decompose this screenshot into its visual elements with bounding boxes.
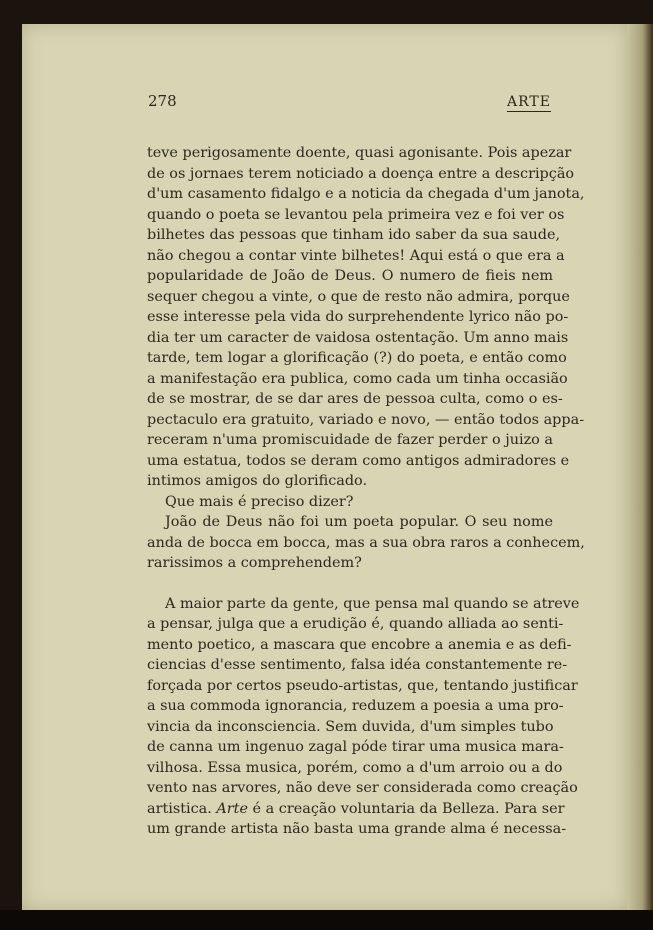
text-line: de canna um ingenuo zagal póde tirar uma musica mara- xyxy=(147,739,564,755)
paragraph xyxy=(147,492,553,513)
text-line: Que mais é preciso dizer? xyxy=(165,493,354,510)
text-line: a pensar, julga que a erudição é, quando alliada ao senti- xyxy=(147,616,564,632)
text-line: vento nas arvores, não deve ser considerada como creação xyxy=(147,780,578,796)
scan-border xyxy=(0,910,653,930)
page-edge xyxy=(627,24,653,910)
text-line: pectaculo era gratuito, variado e novo, — então todos appa- xyxy=(147,411,585,428)
text-line: receram n'uma promiscuidade de fazer perder o juizo a xyxy=(147,432,553,448)
text-line: uma estatua, todos se deram como antigos admiradores e xyxy=(147,452,570,469)
text-line: de os jornaes terem noticiado a doença entre a descripção xyxy=(147,165,575,182)
text-line: a manifestação era publica, como cada um tinha occasião xyxy=(147,370,568,387)
text-line: tarde, tem logar a glorificação (?) do poeta, e então como xyxy=(147,350,567,366)
text-line: quando o poeta se levantou pela primeira vez e foi ver os xyxy=(147,206,565,223)
text-line: artistica. Arte é a creação voluntaria da Belleza. Para ser xyxy=(147,800,565,817)
page-number: 278 xyxy=(148,92,177,110)
body-text xyxy=(147,143,585,840)
text-line: João de Deus não foi um poeta popular. O seu nome xyxy=(165,514,553,530)
text-line: teve perigosamente doente, quasi agonisante. Pois apezar xyxy=(147,145,572,161)
paragraph xyxy=(147,143,585,492)
text-line: popularidade de João de Deus. O numero de fieis nem xyxy=(147,268,553,284)
text-line: mento poetico, a mascara que encobre a anemia e as defi- xyxy=(147,636,572,653)
text-line: sequer chegou a vinte, o que de resto não admira, porque xyxy=(147,288,570,305)
text-line: bilhetes das pessoas que tinham ido saber da sua saude, xyxy=(147,227,561,243)
text-line: não chegou a contar vinte bilhetes! Aqui está o que era a xyxy=(147,247,565,264)
text-line: de se mostrar, de se dar ares de pessoa culta, como o es- xyxy=(147,391,563,407)
text-line: rarissimos a comprehendem? xyxy=(147,555,362,571)
text-line: anda de bocca em bocca, mas a sua obra raros a conhecem, xyxy=(147,534,585,551)
text-line: ciencias d'esse sentimento, falsa idéa constantemente re- xyxy=(147,657,568,673)
text-line: forçada por certos pseudo-artistas, que, tentando justificar xyxy=(147,677,578,694)
text-line: A maior parte da gente, que pensa mal quando se atreve xyxy=(165,595,580,612)
paragraph xyxy=(147,594,580,840)
text-line: d'um casamento fidalgo e a noticia da chegada d'um janota, xyxy=(147,186,585,202)
text-line: intimos amigos do glorificado. xyxy=(147,473,368,489)
text-line: vilhosa. Essa musica, porém, como a d'um arroio ou a do xyxy=(147,759,563,776)
text-line: dia ter um caracter de vaidosa ostentação. Um anno mais xyxy=(147,329,569,346)
paragraph xyxy=(147,512,585,574)
text-line: esse interesse pela vida do surprehendente lyrico não po- xyxy=(147,309,569,325)
text-line: vincia da inconsciencia. Sem duvida, d'um simples tubo xyxy=(147,718,554,735)
text-line: um grande artista não basta uma grande alma é necessa- xyxy=(147,821,567,837)
text-line: a sua commoda ignorancia, reduzem a poesia a uma pro- xyxy=(147,698,564,714)
running-head: ARTE xyxy=(507,94,551,110)
